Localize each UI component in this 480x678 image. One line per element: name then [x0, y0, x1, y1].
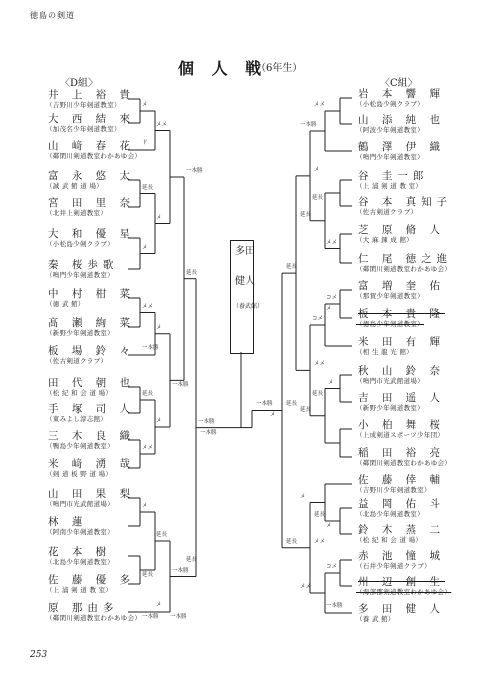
- player-team: （北井上剣道教室）: [46, 209, 108, 217]
- player-team: （佐古剣道クラブ）: [46, 357, 108, 365]
- champion-name-line1: 多田: [235, 246, 255, 257]
- result-annotation: 延長: [286, 401, 298, 408]
- champion-team: （養武館）: [233, 303, 264, 310]
- player-team: （誠 武 館 道 場）: [46, 182, 104, 190]
- result-annotation: 一本勝: [142, 614, 159, 620]
- player-name: 中 村 柑 菜: [48, 288, 136, 300]
- player-team: （北島少年剣道教室）: [356, 510, 424, 518]
- result-annotation: 延長: [314, 512, 326, 518]
- player-name: 板 本 貴 隆: [358, 308, 446, 320]
- player-team: （新野少年剣道教室）: [46, 329, 114, 337]
- player-name: 大 西 結 來: [48, 113, 136, 125]
- result-annotation: コメ: [326, 295, 338, 301]
- player-name: 宮 田 里 奈: [48, 197, 136, 209]
- player-name: 大 和 優 星: [48, 228, 136, 240]
- player-team: （小松島少剣クラブ）: [46, 240, 115, 248]
- result-annotation: メ: [156, 418, 162, 424]
- result-annotation: メ: [326, 306, 332, 312]
- result-annotation: メ: [156, 214, 162, 221]
- player-name: 田 代 朝 也: [48, 377, 136, 389]
- page-title: 個 人 戦: [178, 59, 268, 78]
- player-team: （那賀少年剣道教室）: [356, 292, 424, 300]
- player-team: （阿波少年剣道教室）: [356, 126, 424, 134]
- player-name: 米 田 有 輝: [358, 336, 446, 348]
- player-team: （鳴門市光武館道場）: [356, 377, 424, 385]
- player-team: （新野少年剣道教室）: [356, 404, 424, 412]
- player-name: 岩 本 響 輝: [358, 88, 446, 100]
- player-team: （剣 道 板 野 道 場）: [46, 470, 113, 478]
- result-annotation: メ: [328, 379, 334, 386]
- result-annotation: 一本勝: [200, 429, 217, 436]
- player-team: （養 武 館）: [356, 615, 395, 623]
- player-name: 佐 藤 優 多: [48, 574, 136, 586]
- player-team: （鳴門少年剣道教室）: [46, 271, 114, 279]
- player-name: 仁 尾 徳之進: [358, 253, 453, 265]
- player-name: 佐 藤 倖 輔: [358, 474, 446, 486]
- player-team: （鄰閑川剣道教室わかあゆ会）: [356, 459, 452, 467]
- result-annotation: 延長: [186, 269, 198, 276]
- player-team: （吉野川少年剣道教室）: [356, 486, 431, 494]
- result-annotation: メ: [300, 493, 306, 500]
- result-annotation: ド: [142, 140, 148, 146]
- player-name: 小 柏 舞 桜: [358, 419, 446, 431]
- player-name: 原 那由多: [48, 602, 119, 614]
- player-name: 益 岡 佑 斗: [358, 498, 446, 510]
- result-annotation: メメ: [156, 121, 168, 128]
- player-name: 鶴 澤 伊 織: [358, 141, 446, 153]
- result-annotation: 延長: [142, 184, 154, 191]
- result-annotation: 一本勝: [172, 382, 189, 389]
- player-team: （大 麻 錬 成 館）: [356, 236, 414, 244]
- result-annotation: メメ: [314, 102, 326, 108]
- player-team: （鳴門少年剣道教室）: [356, 153, 424, 161]
- player-name: 井 上 裕 貴: [48, 89, 136, 101]
- player-name: 秋 山 鈴 奈: [358, 365, 446, 377]
- player-name: 谷 圭一郎: [358, 170, 429, 182]
- player-name: 富 増 奎 佑: [358, 280, 446, 292]
- result-annotation: コメ: [312, 316, 324, 322]
- player-name: 板 場 鈴 々: [48, 345, 136, 357]
- group-left-label: 〈D組〉: [60, 78, 99, 89]
- player-team: （佐古剣道クラブ）: [356, 208, 418, 216]
- result-annotation: 延長: [186, 556, 198, 563]
- player-team: （上成剣道スポーツ少年団）: [356, 431, 445, 439]
- player-name: 谷 本 真知子: [358, 196, 453, 208]
- player-team: （鄰閑川剣道教室わかあゆ会）: [356, 265, 452, 273]
- player-team: （徳島少年剣道教室）: [356, 320, 424, 328]
- player-name: 山 添 純 也: [358, 114, 446, 126]
- player-team: （上 浦 剣 道 教 室）: [356, 182, 423, 190]
- player-name: 稲 田 裕 亮: [358, 447, 446, 459]
- result-annotation: メメ: [326, 239, 338, 246]
- group-right-label: 〈C組〉: [380, 78, 418, 89]
- result-annotation: メ: [156, 324, 162, 331]
- result-annotation: メ: [270, 412, 276, 419]
- page-number: 253: [30, 650, 48, 660]
- page-subtitle: （6年生）: [256, 63, 303, 74]
- result-annotation: 一本勝: [256, 401, 273, 408]
- player-name: 山 田 果 梨: [48, 488, 136, 500]
- player-name: 手 塚 司 人: [48, 403, 136, 415]
- result-annotation: 一本勝: [198, 418, 215, 425]
- result-annotation: メメ: [300, 584, 312, 590]
- result-annotation: メ: [156, 602, 162, 608]
- result-annotation: メ: [142, 102, 148, 108]
- result-annotation: 延長: [156, 532, 168, 538]
- player-name: 多 田 健 人: [358, 603, 446, 615]
- result-annotation: 延長: [142, 572, 154, 578]
- result-annotation: 一本勝: [300, 122, 317, 128]
- player-name: 髙 瀬 絢 菜: [48, 317, 136, 329]
- result-annotation: 延長: [300, 211, 312, 218]
- result-annotation: コメ: [326, 564, 338, 570]
- player-team: （鳴門市光武館道場）: [46, 500, 114, 508]
- player-team: （鄰閑川剣道教室わかあゆ会）: [46, 152, 142, 160]
- result-annotation: メ: [142, 244, 148, 251]
- result-annotation: 延長: [142, 391, 154, 397]
- player-team: （海部郡剣道教室わかあゆ会）: [356, 588, 452, 596]
- result-annotation: 一本勝: [142, 345, 159, 351]
- result-annotation: 一本勝: [186, 168, 203, 174]
- result-annotation: 一本勝: [172, 567, 189, 574]
- result-annotation: メメ: [142, 303, 154, 310]
- player-name: 秦 桜歩歌: [48, 259, 119, 271]
- result-annotation: メメ: [142, 445, 154, 451]
- result-annotation: 延長: [286, 538, 298, 545]
- player-name: 林 蓮: [48, 516, 88, 528]
- result-annotation: 延長: [312, 390, 324, 397]
- player-name: 三 木 良 織: [48, 430, 136, 442]
- player-team: （上 浦 剣 道 教 室）: [46, 586, 113, 594]
- player-name: 山 﨑 春 花: [48, 140, 136, 152]
- player-team: （吉野川少年剣道教室）: [46, 101, 121, 109]
- result-annotation: 延長: [300, 406, 312, 413]
- player-team: （鴨島少年剣道教室）: [46, 442, 114, 450]
- player-team: （北島少年剣道教室）: [46, 558, 114, 566]
- player-team: （徳 武 館）: [46, 300, 85, 308]
- result-annotation: メ: [314, 166, 320, 173]
- player-team: （松 紀 和 会 道 場）: [356, 536, 423, 544]
- result-annotation: 延長: [286, 264, 298, 271]
- player-team: （阿南少年剣道教室）: [46, 528, 114, 536]
- player-name: 芝 原 脩 人: [358, 224, 446, 236]
- player-team: （東みよし淳志館）: [46, 415, 108, 423]
- result-annotation: メ: [142, 503, 148, 509]
- player-name: 吉 田 遥 人: [358, 392, 446, 404]
- player-team: （石井少年剣道クラブ）: [356, 562, 431, 570]
- player-team: （小松島少剣クラブ）: [356, 100, 425, 108]
- result-annotation: メメ: [314, 361, 326, 368]
- player-name: 鈴 木 蒸 二: [358, 524, 446, 536]
- player-name: 州 辺 創 生: [358, 576, 446, 588]
- result-annotation: メ: [326, 523, 332, 529]
- result-annotation: 一本勝: [326, 603, 343, 609]
- player-team: （相 生 龍 光 館）: [356, 348, 414, 356]
- result-annotation: 延長: [312, 195, 324, 201]
- player-team: （鄰閑川剣道教室わかあゆ会）: [46, 614, 142, 622]
- player-team: （加茂名少年剣道教室）: [46, 125, 121, 133]
- result-annotation: メメ: [314, 538, 326, 545]
- champion-name-line2: 健人: [235, 276, 255, 287]
- player-name: 花 本 樹: [48, 546, 112, 558]
- result-annotation: 一本勝: [170, 614, 187, 620]
- player-name: 赤 池 憧 城: [358, 550, 446, 562]
- player-name: 富 永 悠 太: [48, 170, 136, 182]
- player-name: 米 﨑 湧 哉: [48, 458, 136, 470]
- player-team: （松 紀 和 会 道 場）: [46, 389, 113, 397]
- page-header: 徳島の剣道: [30, 11, 75, 20]
